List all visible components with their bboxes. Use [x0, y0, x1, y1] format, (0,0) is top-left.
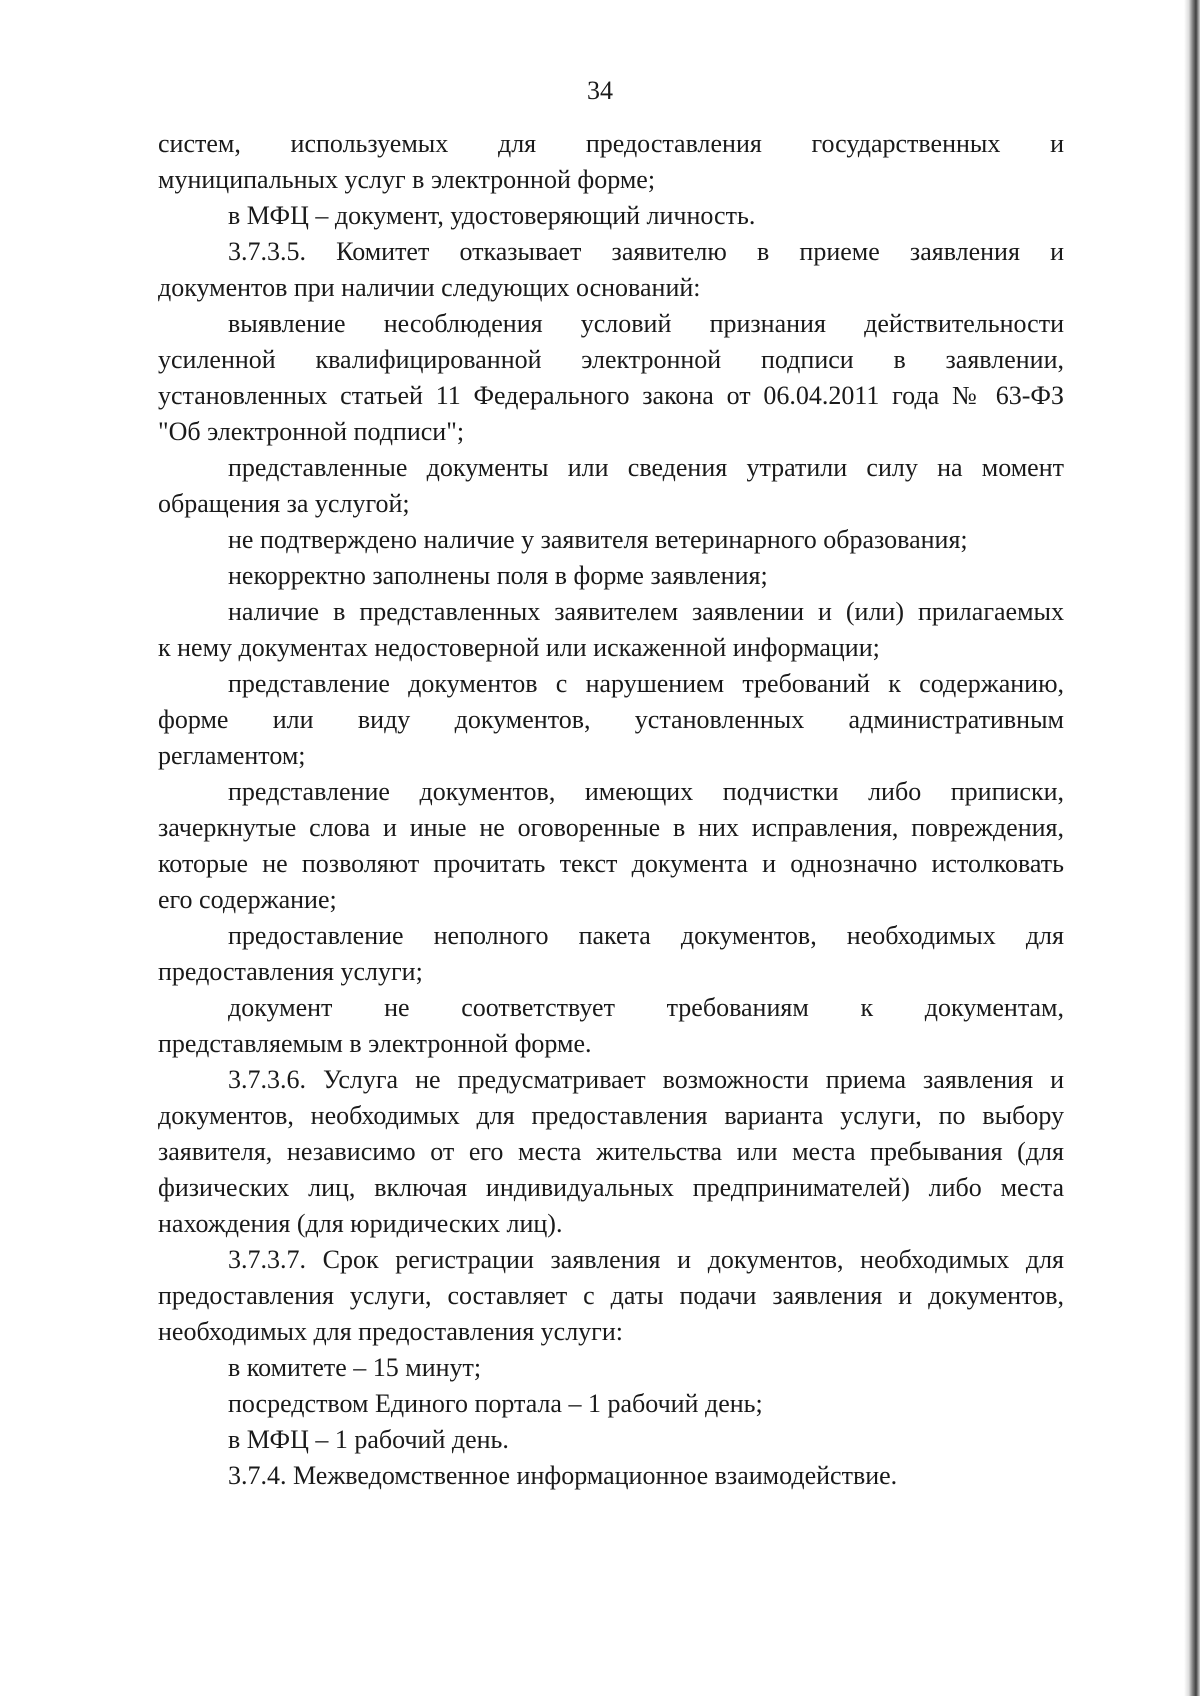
text-line: документов при наличии следующих оснований:	[158, 273, 701, 302]
text-line: предоставление неполного пакета документов, необходимых для	[228, 921, 1064, 950]
text-line: в МФЦ – 1 рабочий день.	[228, 1425, 509, 1454]
text-line: представляемым в электронной форме.	[158, 1029, 592, 1058]
text-line: не подтверждено наличие у заявителя ветеринарного образования;	[228, 525, 968, 554]
text-line: физических лиц, включая индивидуальных предпринимателей) либо места	[158, 1173, 1064, 1202]
text-line: предоставления услуги, составляет с даты подачи заявления и документов,	[158, 1281, 1064, 1310]
text-line: наличие в представленных заявителем заявлении и (или) прилагаемых	[228, 597, 1064, 626]
text-line: в МФЦ – документ, удостоверяющий личность.	[228, 201, 756, 230]
text-line: "Об электронной подписи";	[158, 417, 465, 446]
text-line: в комитете – 15 минут;	[228, 1353, 482, 1382]
text-line: установленных статьей 11 Федерального закона от 06.04.2011 года № 63-ФЗ	[158, 381, 1064, 410]
page-number: 34	[587, 76, 613, 105]
text-line: посредством Единого портала – 1 рабочий день;	[228, 1389, 763, 1418]
text-line: 3.7.3.6. Услуга не предусматривает возможности приема заявления и	[228, 1065, 1064, 1094]
text-line: 3.7.3.5. Комитет отказывает заявителю в приеме заявления и	[228, 237, 1064, 266]
text-line: документ не соответствует требованиям к документам,	[228, 993, 1064, 1022]
text-line: усиленной квалифицированной электронной подписи в заявлении,	[158, 345, 1064, 374]
text-line: документов, необходимых для предоставления варианта услуги, по выбору	[158, 1101, 1064, 1130]
text-line: необходимых для предоставления услуги:	[158, 1317, 623, 1346]
text-line: систем, используемых для предоставления государственных и	[158, 129, 1064, 158]
text-line: нахождения (для юридических лиц).	[158, 1209, 563, 1238]
text-line: представление документов с нарушением требований к содержанию,	[228, 669, 1064, 698]
text-line: его содержание;	[158, 885, 337, 914]
text-line: 3.7.4. Межведомственное информационное взаимодействие.	[228, 1461, 898, 1490]
text-line: некорректно заполнены поля в форме заявления;	[228, 561, 768, 590]
text-line: 3.7.3.7. Срок регистрации заявления и документов, необходимых для	[228, 1245, 1064, 1274]
text-line: предоставления услуги;	[158, 957, 423, 986]
text-line: представление документов, имеющих подчистки либо приписки,	[228, 777, 1064, 806]
text-line: форме или виду документов, установленных административным	[158, 705, 1064, 734]
text-line: которые не позволяют прочитать текст документа и однозначно истолковать	[158, 849, 1064, 878]
text-line: обращения за услугой;	[158, 489, 410, 518]
text-line: муниципальных услуг в электронной форме;	[158, 165, 656, 194]
text-line: регламентом;	[158, 741, 306, 770]
text-line: представленные документы или сведения утратили силу на момент	[228, 453, 1064, 482]
text-line: выявление несоблюдения условий признания действительности	[228, 309, 1064, 338]
text-line: зачеркнутые слова и иные не оговоренные в них исправления, повреждения,	[158, 813, 1064, 842]
text-line: к нему документах недостоверной или искаженной информации;	[158, 633, 880, 662]
text-line: заявителя, независимо от его места жительства или места пребывания (для	[158, 1137, 1064, 1166]
document-body	[158, 126, 1064, 1494]
scan-edge-shadow	[1184, 0, 1200, 1696]
